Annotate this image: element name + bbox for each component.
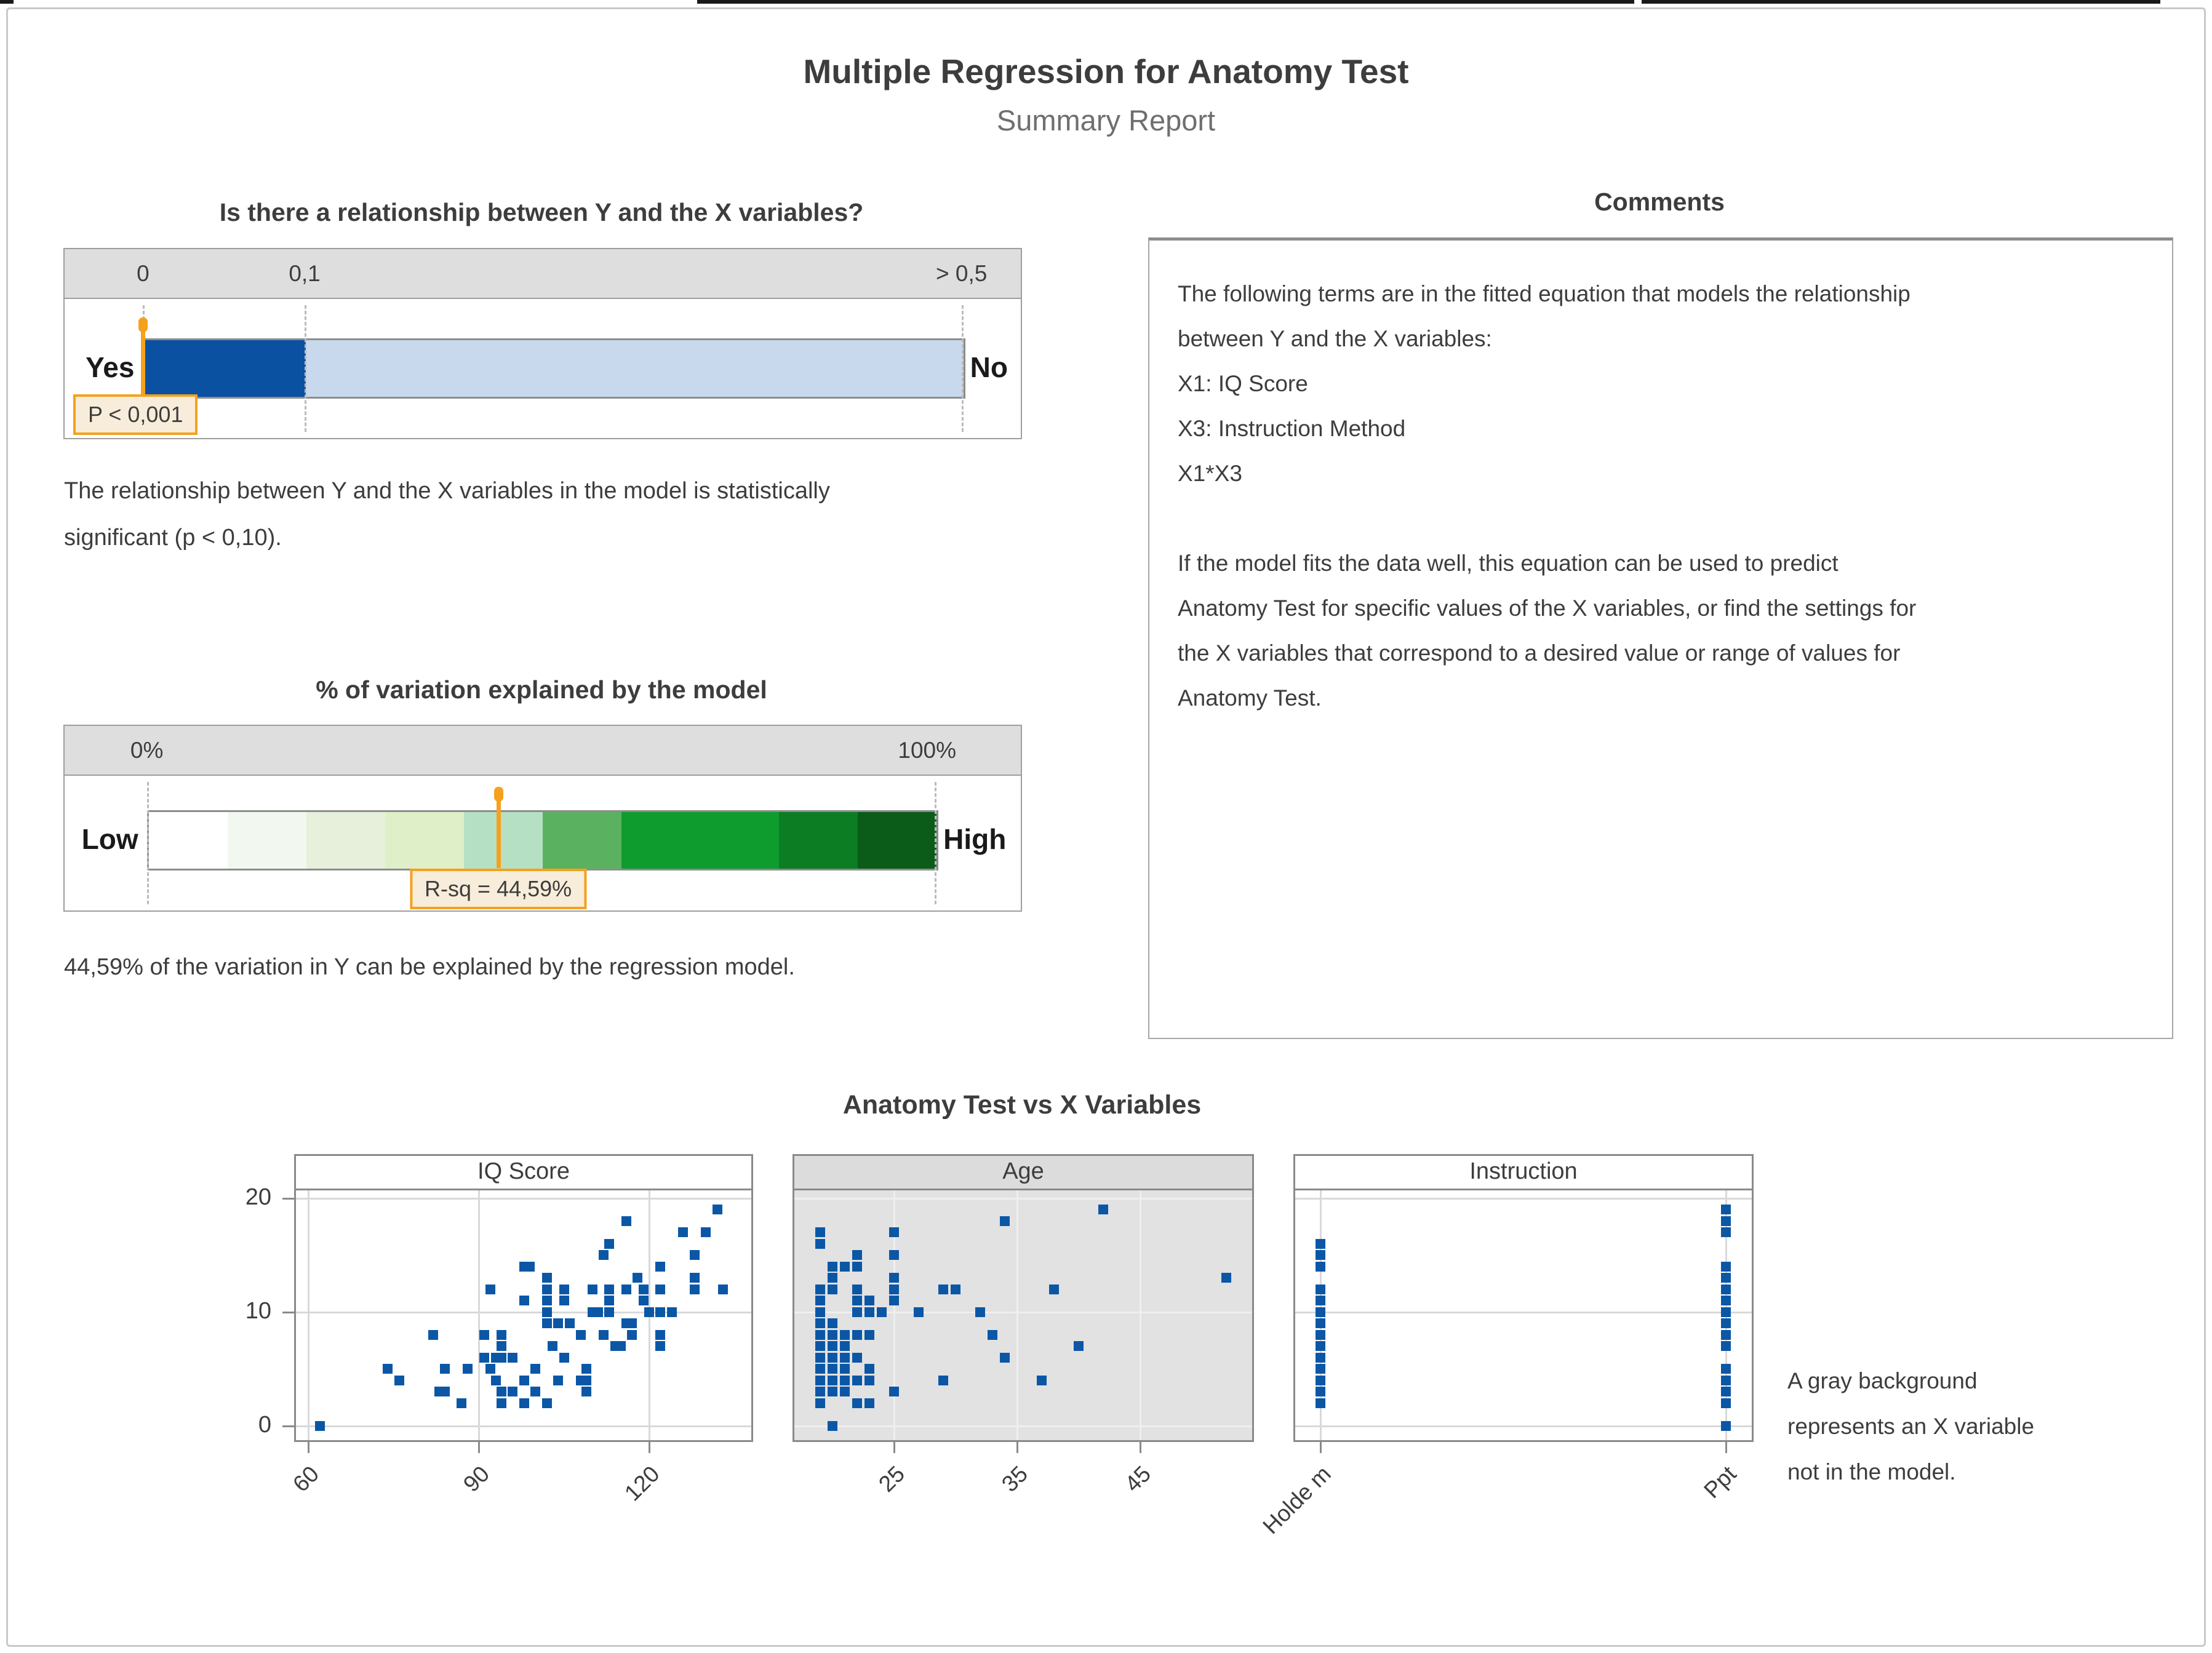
scatter-point — [616, 1341, 626, 1351]
p-value-callout: P < 0,001 — [73, 394, 198, 435]
scatter-point — [864, 1307, 874, 1317]
scatter-point — [655, 1262, 665, 1272]
scatter-point — [815, 1227, 825, 1237]
gauge-reference-dash — [935, 782, 936, 904]
scatter-point — [1316, 1296, 1325, 1305]
scatter-point — [889, 1296, 899, 1305]
scatter-point — [852, 1296, 862, 1305]
scatter-point — [463, 1364, 473, 1374]
scatter-point — [655, 1307, 665, 1317]
scatter-point — [1316, 1330, 1325, 1340]
gauge-reference-dash — [305, 305, 306, 432]
scatter-point — [840, 1262, 850, 1272]
y-axis-tick-label: 10 — [245, 1297, 271, 1324]
scatter-point — [815, 1330, 825, 1340]
gauge-bar-segment — [621, 812, 779, 869]
scatter-point — [815, 1353, 825, 1363]
gauge-bar-segment — [543, 812, 621, 869]
scatter-point — [852, 1376, 862, 1385]
scatter-point — [690, 1250, 700, 1260]
scatter-point — [975, 1307, 985, 1317]
scatter-point — [1316, 1262, 1325, 1272]
significance-gauge-body — [65, 299, 1021, 438]
text-line: X1: IQ Score — [1178, 371, 1308, 396]
y-gridline — [1295, 1198, 1752, 1200]
scatter-point — [840, 1364, 850, 1374]
y-axis-tick — [282, 1312, 296, 1313]
scatter-point — [542, 1296, 552, 1305]
y-gridline — [296, 1198, 751, 1200]
scatter-point — [599, 1330, 609, 1340]
x-axis-tick — [1016, 1440, 1018, 1453]
y-axis-tick-label: 20 — [245, 1184, 271, 1210]
scatter-point — [604, 1285, 614, 1294]
scatter-point — [988, 1330, 997, 1340]
page-title: Multiple Regression for Anatomy Test — [803, 52, 1409, 90]
scatter-panel-iq-score — [245, 1154, 753, 1506]
scatter-point — [815, 1387, 825, 1396]
scatter-point — [599, 1250, 609, 1260]
scatter-point — [497, 1330, 506, 1340]
scatter-point — [938, 1285, 948, 1294]
scatter-point — [690, 1285, 700, 1294]
scatter-point — [1316, 1239, 1325, 1249]
scatter-point — [542, 1307, 552, 1317]
significance-caption — [64, 468, 830, 561]
p-value-bar — [143, 338, 965, 399]
scatter-point — [1721, 1307, 1731, 1317]
scatter-point — [604, 1296, 614, 1305]
significance-gauge — [63, 248, 1022, 439]
scatter-point — [852, 1353, 862, 1363]
x-gridline — [478, 1190, 480, 1440]
x-axis-tick — [893, 1440, 895, 1453]
gauge-tick-label: 100% — [898, 737, 957, 763]
gray-background-note — [1787, 1358, 2034, 1495]
scatter-point — [852, 1398, 862, 1408]
scatter-point — [639, 1296, 649, 1305]
scatter-point — [1316, 1364, 1325, 1374]
scatter-point — [828, 1364, 837, 1374]
scatter-point — [852, 1285, 862, 1294]
scatter-panel-instruction — [1258, 1154, 1754, 1539]
scatter-point — [1721, 1421, 1731, 1431]
comments-text — [1178, 271, 2150, 720]
scatter-point — [1721, 1387, 1731, 1396]
text-line: the X variables that correspond to a desired value or range of values for — [1178, 640, 1901, 666]
scatter-point — [951, 1285, 960, 1294]
scatter-point — [852, 1250, 862, 1260]
scatter-point — [1316, 1376, 1325, 1385]
scatter-point — [581, 1376, 591, 1385]
scatter-point — [479, 1330, 489, 1340]
scatter-point — [1721, 1262, 1731, 1272]
scatter-point — [828, 1318, 837, 1328]
x-gridline — [1140, 1190, 1141, 1440]
scatter-point — [485, 1285, 495, 1294]
y-gridline — [1295, 1312, 1752, 1313]
top-rule-segment — [0, 0, 14, 4]
scatter-point — [655, 1285, 665, 1294]
gauge-yes-label: Yes — [86, 351, 135, 383]
scatter-point — [1316, 1307, 1325, 1317]
x-axis-tick-label: 35 — [996, 1461, 1032, 1497]
y-gridline — [794, 1312, 1252, 1313]
scatter-point — [828, 1341, 837, 1351]
scatter-point — [1721, 1296, 1731, 1305]
scatter-point — [877, 1307, 887, 1317]
rsq-caption — [64, 944, 795, 990]
scatter-point — [440, 1364, 450, 1374]
scatter-point — [1316, 1387, 1325, 1396]
scatter-point — [840, 1341, 850, 1351]
rsq-marker-line — [497, 795, 501, 868]
y-gridline — [296, 1312, 751, 1313]
scatter-point — [519, 1296, 529, 1305]
text-line: The following terms are in the fitted equation that models the relationship — [1178, 281, 1911, 306]
scatter-point — [1316, 1341, 1325, 1351]
scatter-point — [1316, 1318, 1325, 1328]
scatter-point — [889, 1250, 899, 1260]
scatter-point — [815, 1398, 825, 1408]
scatter-point — [840, 1330, 850, 1340]
y-axis-tick — [282, 1198, 296, 1200]
scatter-point — [889, 1387, 899, 1396]
x-gridline — [1016, 1190, 1018, 1440]
text-line: Anatomy Test. — [1178, 685, 1322, 711]
scatter-point — [815, 1307, 825, 1317]
gauge-bar-segment — [385, 812, 464, 869]
scatter-point — [889, 1273, 899, 1283]
scatter-point — [1721, 1398, 1731, 1408]
x-axis-tick — [478, 1440, 480, 1453]
text-line: If the model fits the data well, this equation can be used to predict — [1178, 551, 1839, 576]
scatter-point — [1721, 1205, 1731, 1214]
x-axis-tick-label: Holde m — [1258, 1461, 1336, 1539]
scatter-point — [655, 1341, 665, 1351]
gauge-reference-dash — [147, 782, 149, 904]
scatter-point — [383, 1364, 393, 1374]
text-line: between Y and the X variables: — [1178, 326, 1492, 351]
scatter-point — [394, 1376, 404, 1385]
scatter-point — [1316, 1398, 1325, 1408]
scatter-plot-iq-score — [296, 1190, 751, 1440]
gauge-low-label: Low — [81, 823, 138, 855]
x-axis-tick-label: Ppt — [1699, 1461, 1741, 1504]
panel-title-age: Age — [794, 1156, 1252, 1190]
gauge-tick-label: > 0,5 — [935, 260, 988, 286]
scatter-point — [1000, 1353, 1010, 1363]
scatter-point — [1074, 1341, 1084, 1351]
text-line: 44,59% of the variation in Y can be explained by the regression model. — [64, 954, 795, 980]
scatter-point — [1721, 1364, 1731, 1374]
x-axis-tick-label: 120 — [620, 1461, 665, 1506]
scatter-point — [828, 1330, 837, 1340]
scatter-point — [621, 1216, 631, 1226]
scatter-point — [1049, 1285, 1059, 1294]
scatter-point — [519, 1398, 529, 1408]
gauge-tick-label: 0% — [130, 737, 164, 763]
scatter-point — [1721, 1227, 1731, 1237]
scatter-point — [588, 1285, 597, 1294]
scatter-point — [852, 1307, 862, 1317]
scatter-point — [815, 1376, 825, 1385]
scatter-point — [1721, 1330, 1731, 1340]
scatter-point — [889, 1285, 899, 1294]
scatter-point — [491, 1376, 501, 1385]
scatter-point — [519, 1376, 529, 1385]
scatter-point — [840, 1376, 850, 1385]
scatter-point — [581, 1364, 591, 1374]
scatter-point — [889, 1227, 899, 1237]
gauge-bar-segment — [145, 340, 306, 397]
rsq-callout: R-sq = 44,59% — [410, 869, 586, 909]
x-axis-tick — [649, 1440, 650, 1453]
scatter-point — [815, 1296, 825, 1305]
text-line: X1*X3 — [1178, 461, 1242, 486]
scatter-point — [627, 1318, 637, 1328]
scatter-point — [815, 1341, 825, 1351]
scatter-point — [864, 1376, 874, 1385]
gauge-bar-segment — [306, 812, 385, 869]
scatter-point — [828, 1421, 837, 1431]
rsq-gauge-scale — [65, 726, 1021, 776]
text-line — [1178, 496, 2150, 541]
scatter-point — [1721, 1376, 1731, 1385]
gauge-tick-label: 0,1 — [289, 260, 321, 286]
gauge-bar-segment — [858, 812, 936, 869]
top-rule-segment — [697, 0, 1634, 4]
scatter-point — [1000, 1216, 1010, 1226]
scatter-point — [497, 1341, 506, 1351]
scatter-point — [828, 1376, 837, 1385]
text-line: X3: Instruction Method — [1178, 416, 1406, 441]
comments-title: Comments — [1594, 188, 1725, 216]
top-rule-segment — [1642, 0, 2160, 4]
scatter-point — [621, 1285, 631, 1294]
scatter-point — [713, 1205, 722, 1214]
scatter-point — [559, 1296, 569, 1305]
gauge-bar-segment — [779, 812, 858, 869]
gauge-no-label: No — [970, 351, 1008, 383]
gauge-bar-segment — [306, 340, 963, 397]
scatter-point — [315, 1421, 325, 1431]
scatter-point — [479, 1353, 489, 1363]
scatter-point — [701, 1227, 711, 1237]
scatter-point — [604, 1239, 614, 1249]
scatter-point — [525, 1262, 535, 1272]
scatter-point — [559, 1285, 569, 1294]
scatter-point — [1316, 1353, 1325, 1363]
scatter-point — [1316, 1285, 1325, 1294]
scatter-point — [497, 1387, 506, 1396]
scatter-point — [633, 1273, 642, 1283]
scatter-point — [864, 1330, 874, 1340]
scatter-point — [644, 1307, 654, 1317]
page-subtitle: Summary Report — [996, 104, 1216, 137]
scatter-point — [1721, 1318, 1731, 1328]
x-gridline — [308, 1190, 309, 1440]
scatter-point — [1721, 1216, 1731, 1226]
scatter-point — [1721, 1285, 1731, 1294]
rsq-gauge — [63, 725, 1022, 912]
y-axis-tick-label: 0 — [258, 1411, 271, 1438]
scatter-point — [864, 1398, 874, 1408]
gauge-bar-segment — [464, 812, 543, 869]
panel-title-iq-score: IQ Score — [296, 1156, 751, 1190]
scatter-point — [639, 1285, 649, 1294]
scatter-point — [864, 1296, 874, 1305]
scatter-point — [828, 1387, 837, 1396]
p-value-marker-line — [141, 326, 145, 395]
text-line: Anatomy Test for specific values of the X variables, or find the settings for — [1178, 595, 1917, 621]
scatter-point — [530, 1364, 540, 1374]
y-gridline — [296, 1425, 751, 1427]
scatter-panel-age — [793, 1154, 1254, 1497]
scatter-point — [914, 1307, 924, 1317]
scatter-point — [828, 1273, 837, 1283]
significance-question: Is there a relationship between Y and the X variables? — [219, 198, 864, 226]
scatter-point — [1721, 1341, 1731, 1351]
x-axis-tick — [1725, 1440, 1727, 1453]
scatter-point — [428, 1330, 438, 1340]
scatter-point — [559, 1353, 569, 1363]
scatter-point — [1221, 1273, 1231, 1283]
scatter-point — [1721, 1273, 1731, 1283]
scatter-point — [508, 1387, 517, 1396]
scatter-point — [864, 1364, 874, 1374]
scatter-point — [565, 1318, 575, 1328]
scatter-point — [840, 1387, 850, 1396]
scatter-point — [690, 1273, 700, 1283]
scatter-point — [828, 1353, 837, 1363]
scatter-point — [485, 1364, 495, 1374]
x-axis-tick-label: 25 — [873, 1461, 909, 1497]
x-axis-tick-label: 90 — [458, 1461, 495, 1497]
scatter-point — [828, 1285, 837, 1294]
scatter-point — [667, 1307, 677, 1317]
text-line: significant (p < 0,10). — [64, 525, 282, 551]
scatter-point — [457, 1398, 466, 1408]
scatter-point — [815, 1318, 825, 1328]
comments-box — [1148, 237, 2173, 1039]
scatter-point — [627, 1330, 637, 1340]
scatter-point — [530, 1387, 540, 1396]
x-axis-tick — [1140, 1440, 1141, 1453]
scatter-point — [815, 1285, 825, 1294]
text-line: The relationship between Y and the X variables in the model is statistically — [64, 478, 830, 504]
y-gridline — [794, 1198, 1252, 1200]
text-line: not in the model. — [1787, 1459, 1956, 1484]
scatter-point — [852, 1330, 862, 1340]
scatter-point — [1316, 1250, 1325, 1260]
gauge-reference-dash — [962, 305, 964, 432]
gauge-bar-segment — [149, 812, 228, 869]
scatter-point — [593, 1307, 603, 1317]
scatter-point — [497, 1353, 506, 1363]
scatter-point — [815, 1364, 825, 1374]
scatter-point — [815, 1239, 825, 1249]
scatter-point — [542, 1398, 552, 1408]
scatter-point — [678, 1227, 688, 1237]
scatter-point — [1037, 1376, 1047, 1385]
scatter-point — [581, 1387, 591, 1396]
scatter-point — [548, 1341, 557, 1351]
scatter-point — [840, 1353, 850, 1363]
significance-gauge-scale — [65, 249, 1021, 299]
scatter-point — [542, 1318, 552, 1328]
scatter-point — [828, 1262, 837, 1272]
text-line: represents an X variable — [1787, 1414, 2035, 1439]
scatter-point — [553, 1376, 563, 1385]
scatter-plot-age — [794, 1190, 1252, 1440]
x-axis-tick-label: 45 — [1119, 1461, 1156, 1497]
y-axis-tick — [282, 1425, 296, 1427]
rsq-gauge-title: % of variation explained by the model — [316, 675, 767, 704]
scatter-point — [542, 1285, 552, 1294]
scatter-section-title: Anatomy Test vs X Variables — [842, 1090, 1202, 1120]
scatter-point — [718, 1285, 728, 1294]
scatter-point — [553, 1318, 563, 1328]
scatter-point — [542, 1273, 552, 1283]
scatter-point — [655, 1330, 665, 1340]
scatter-plot-instruction — [1295, 1190, 1752, 1440]
scatter-point — [1098, 1205, 1108, 1214]
scatter-point — [938, 1376, 948, 1385]
rsq-gauge-body — [65, 776, 1021, 910]
gauge-bar-segment — [228, 812, 306, 869]
x-axis-tick — [1320, 1440, 1322, 1453]
scatter-point — [604, 1307, 614, 1317]
scatter-point — [508, 1353, 517, 1363]
gauge-tick-label: 0 — [137, 260, 150, 286]
scatter-point — [576, 1330, 586, 1340]
panel-title-instruction: Instruction — [1295, 1156, 1752, 1190]
gauge-high-label: High — [943, 823, 1007, 855]
x-axis-tick-label: 60 — [288, 1461, 324, 1497]
text-line: A gray background — [1787, 1368, 1978, 1393]
scatter-point — [852, 1262, 862, 1272]
scatter-point — [440, 1387, 450, 1396]
rsq-gradient-bar — [147, 810, 938, 870]
x-axis-tick — [308, 1440, 309, 1453]
y-gridline — [1295, 1425, 1752, 1427]
y-gridline — [794, 1425, 1252, 1427]
scatter-point — [497, 1398, 506, 1408]
